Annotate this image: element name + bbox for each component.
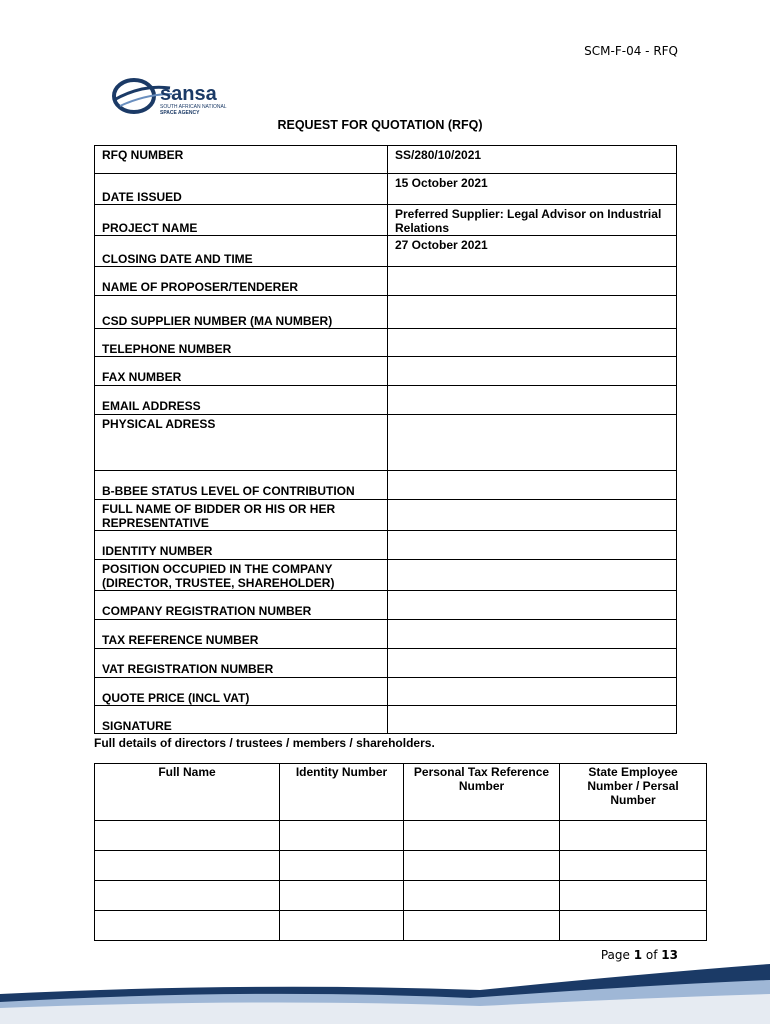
row-value[interactable] [388, 296, 677, 329]
row-label: POSITION OCCUPIED IN THE COMPANY (DIRECTOR, TRUSTEE, SHAREHOLDER) [95, 560, 388, 591]
table-cell[interactable] [280, 911, 404, 941]
table-cell[interactable] [95, 911, 280, 941]
row-value[interactable] [388, 386, 677, 415]
table-cell[interactable] [404, 911, 560, 941]
row-value[interactable] [388, 591, 677, 620]
row-label: DATE ISSUED [95, 174, 388, 205]
row-value[interactable] [388, 560, 677, 591]
table-cell[interactable] [404, 881, 560, 911]
table-cell[interactable] [280, 821, 404, 851]
table-row [95, 174, 677, 205]
page-total: 13 [661, 948, 678, 962]
row-value[interactable] [388, 500, 677, 531]
row-label: SIGNATURE [95, 706, 388, 734]
directors-details-label: Full details of directors / trustees / members / shareholders. [94, 736, 435, 750]
table-row [95, 500, 677, 531]
table-row [95, 911, 707, 941]
document-code: SCM-F-04 - RFQ [584, 44, 678, 58]
table-row [95, 296, 677, 329]
row-label: TAX REFERENCE NUMBER [95, 620, 388, 649]
directors-table [94, 763, 707, 941]
logo-subtitle-1: SOUTH AFRICAN NATIONAL [160, 104, 227, 110]
table-row [95, 620, 677, 649]
table-row [95, 329, 677, 357]
table-row [95, 415, 677, 471]
table-row [95, 678, 677, 706]
row-value[interactable] [388, 415, 677, 471]
table-cell[interactable] [560, 821, 707, 851]
row-label: FAX NUMBER [95, 357, 388, 386]
row-label: NAME OF PROPOSER/TENDERER [95, 267, 388, 296]
table-row [95, 531, 677, 560]
table-row [95, 560, 677, 591]
row-label: QUOTE PRICE (INCL VAT) [95, 678, 388, 706]
row-label: IDENTITY NUMBER [95, 531, 388, 560]
sansa-logo [112, 74, 262, 118]
row-label: COMPANY REGISTRATION NUMBER [95, 591, 388, 620]
row-value[interactable] [388, 357, 677, 386]
row-value[interactable] [388, 267, 677, 296]
page-title: REQUEST FOR QUOTATION (RFQ) [277, 118, 483, 132]
column-header-full-name: Full Name [95, 764, 280, 821]
table-row [95, 386, 677, 415]
row-label: EMAIL ADDRESS [95, 386, 388, 415]
logo-subtitle-2: SPACE AGENCY [160, 110, 200, 116]
table-cell[interactable] [560, 851, 707, 881]
table-row [95, 881, 707, 911]
row-value[interactable] [388, 678, 677, 706]
row-label: VAT REGISTRATION NUMBER [95, 649, 388, 678]
table-row [95, 357, 677, 386]
table-cell[interactable] [280, 851, 404, 881]
table-cell[interactable] [404, 851, 560, 881]
table-row [95, 471, 677, 500]
table-row [95, 591, 677, 620]
row-value[interactable] [388, 620, 677, 649]
footer-wave-decoration [0, 964, 770, 1024]
row-value[interactable]: 27 October 2021 [388, 236, 677, 267]
row-label: CLOSING DATE AND TIME [95, 236, 388, 267]
table-row [95, 649, 677, 678]
table-cell[interactable] [95, 821, 280, 851]
column-header-identity-number: Identity Number [280, 764, 404, 821]
row-value[interactable]: Preferred Supplier: Legal Advisor on Industrial Relations [388, 205, 677, 236]
row-value[interactable] [388, 649, 677, 678]
table-cell[interactable] [560, 881, 707, 911]
table-cell[interactable] [280, 881, 404, 911]
row-value[interactable]: 15 October 2021 [388, 174, 677, 205]
table-row [95, 267, 677, 296]
row-label: TELEPHONE NUMBER [95, 329, 388, 357]
column-header-state-employee: State Employee Number / Persal Number [560, 764, 707, 821]
row-value[interactable] [388, 531, 677, 560]
table-cell[interactable] [404, 821, 560, 851]
logo-name: sansa [160, 83, 217, 105]
table-row [95, 146, 677, 174]
row-label: PHYSICAL ADRESS [95, 415, 388, 471]
row-label: B-BBEE STATUS LEVEL OF CONTRIBUTION [95, 471, 388, 500]
rfq-table [94, 145, 677, 734]
row-value[interactable] [388, 471, 677, 500]
table-cell[interactable] [95, 881, 280, 911]
page-number [601, 948, 678, 962]
page-of: of [642, 948, 662, 962]
table-row [95, 851, 707, 881]
row-label: PROJECT NAME [95, 205, 388, 236]
table-row [95, 236, 677, 267]
row-label: FULL NAME OF BIDDER OR HIS OR HER REPRESENTATIVE [95, 500, 388, 531]
row-label: CSD SUPPLIER NUMBER (MA NUMBER) [95, 296, 388, 329]
page-prefix: Page [600, 948, 634, 962]
row-value[interactable] [388, 329, 677, 357]
table-row [95, 205, 677, 236]
row-label: RFQ NUMBER [95, 146, 388, 174]
row-value[interactable] [388, 706, 677, 734]
table-row [95, 821, 707, 851]
row-value[interactable]: SS/280/10/2021 [388, 146, 677, 174]
table-cell[interactable] [95, 851, 280, 881]
page-current: 1 [633, 948, 643, 962]
table-row [95, 706, 677, 734]
table-cell[interactable] [560, 911, 707, 941]
table-header-row [95, 764, 707, 821]
column-header-tax-reference: Personal Tax Reference Number [404, 764, 560, 821]
